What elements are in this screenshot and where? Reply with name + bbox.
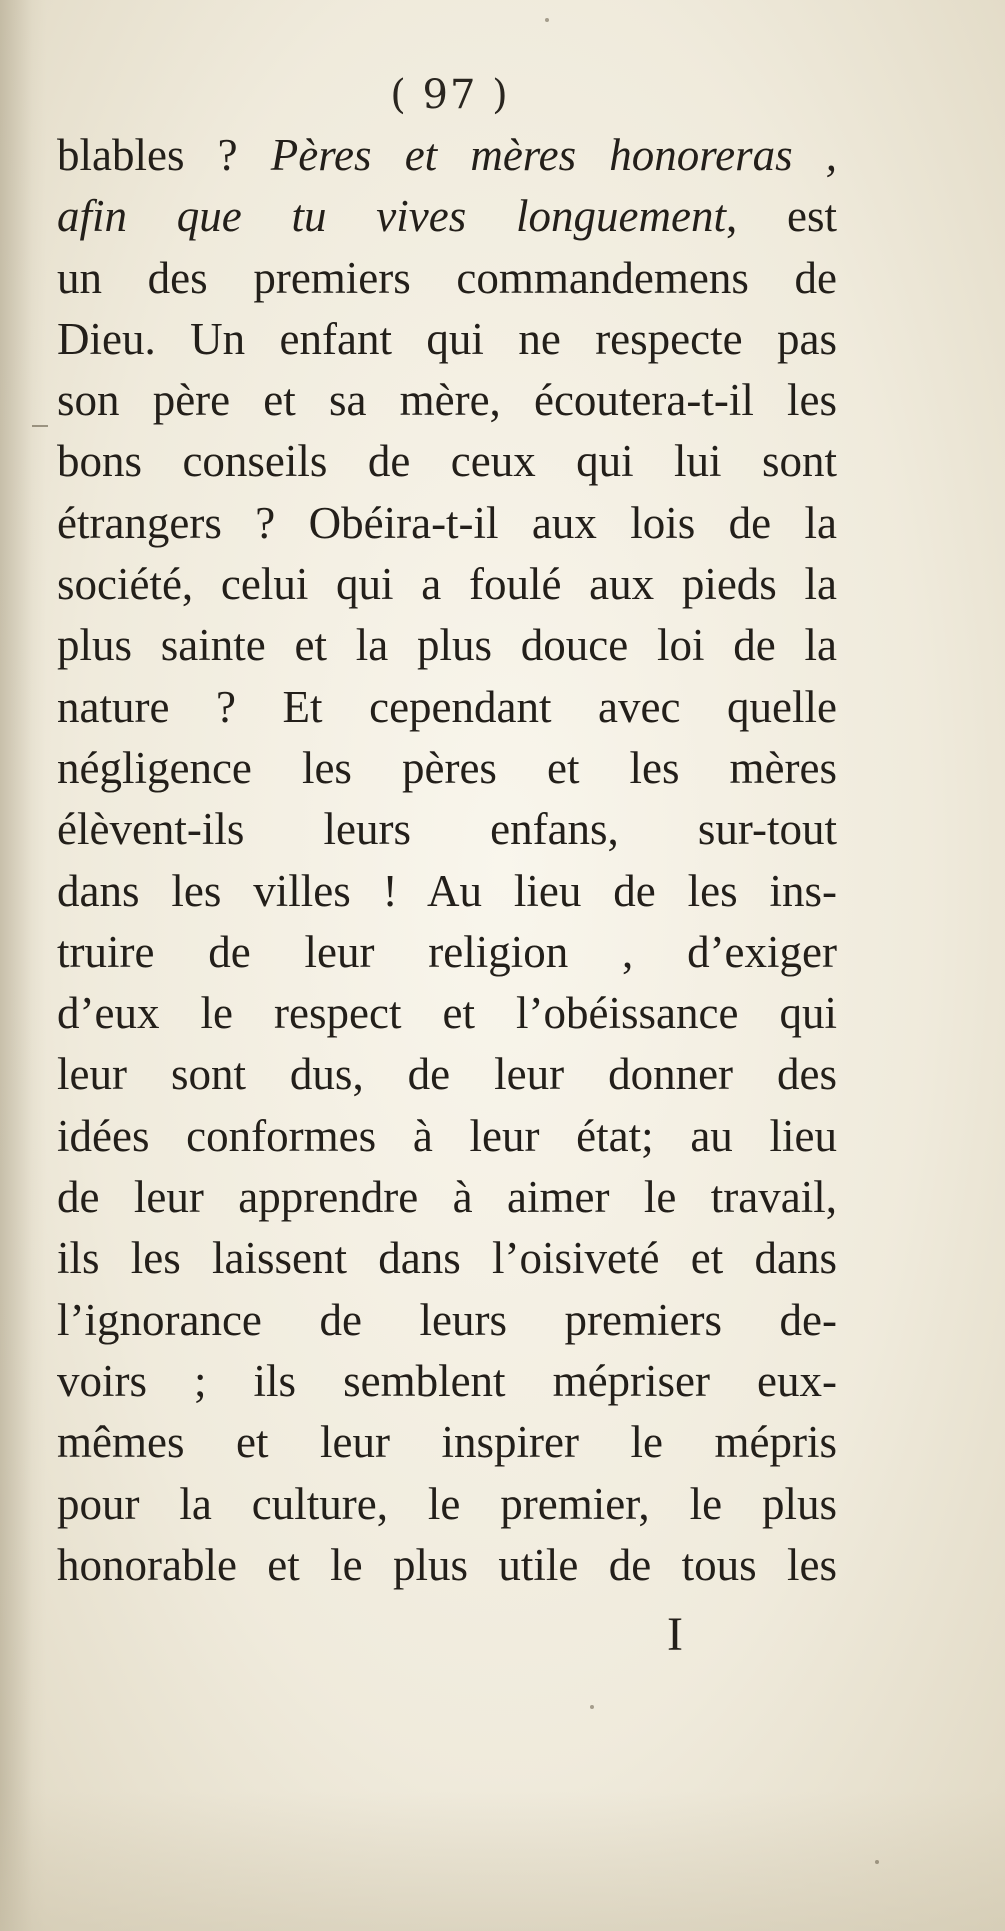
- page-number: ( 97 ): [390, 72, 510, 118]
- ink-speck: [545, 18, 549, 22]
- text-segment: élèvent-ils leurs enfans, sur-tout: [57, 804, 837, 855]
- text-line: [57, 554, 837, 615]
- text-segment: ils les laissent dans l’oisiveté et dans: [57, 1233, 837, 1284]
- ink-speck: [590, 1705, 594, 1709]
- text-segment: étrangers ? Obéira-t-il aux lois de la: [57, 497, 837, 548]
- text-segment: d’eux le respect et l’obéissance qui: [57, 988, 837, 1039]
- text-line: [57, 1228, 837, 1289]
- text-segment: idées conformes à leur état; au lieu: [57, 1110, 837, 1161]
- text-segment: un des premiers commandemens de: [57, 252, 837, 303]
- body-text: [57, 125, 837, 1596]
- text-line: [57, 922, 837, 983]
- italic-text-segment: afin que tu vives longuement: [57, 191, 726, 242]
- signature-mark: I: [667, 1608, 683, 1661]
- text-line: [57, 125, 837, 186]
- text-segment: de leur apprendre à aimer le travail,: [57, 1172, 837, 1223]
- text-segment: société, celui qui a foulé aux pieds la: [57, 559, 837, 610]
- text-segment: plus sainte et la plus douce loi de la: [57, 620, 837, 671]
- text-segment: leur sont dus, de leur donner des: [57, 1049, 837, 1100]
- text-line: [57, 370, 837, 431]
- text-line: [57, 1290, 837, 1351]
- text-segment: dans les villes ! Au lieu de les ins-: [57, 865, 837, 916]
- text-segment: , est: [725, 191, 837, 242]
- text-line: [57, 1167, 837, 1228]
- text-segment: Dieu. Un enfant qui ne respecte pas: [57, 313, 837, 364]
- text-segment: honorable et le plus utile de tous les: [57, 1539, 837, 1590]
- text-line: [57, 983, 837, 1044]
- text-line: [57, 1044, 837, 1105]
- page-edge-shadow: [0, 1791, 1005, 1931]
- text-segment: mêmes et leur inspirer le mépris: [57, 1417, 837, 1468]
- text-line: [57, 861, 837, 922]
- text-line: [57, 738, 837, 799]
- text-segment: son père et sa mère, écoutera-t-il les: [57, 375, 837, 426]
- text-line: [57, 615, 837, 676]
- italic-text-segment: Pères et mères honoreras ,: [270, 130, 838, 180]
- text-segment: bons conseils de ceux qui lui sont: [57, 436, 837, 487]
- margin-mark: [32, 425, 48, 427]
- text-line: [57, 799, 837, 860]
- text-segment: nature ? Et cependant avec quelle: [57, 681, 837, 732]
- text-line: [57, 431, 837, 492]
- text-line: [57, 309, 837, 370]
- text-line: [57, 1535, 837, 1596]
- text-line: [57, 1106, 837, 1167]
- text-line: [57, 1474, 837, 1535]
- gutter-shadow: [0, 0, 46, 1931]
- text-line: [57, 248, 837, 309]
- text-line: [57, 677, 837, 738]
- text-segment: voirs ; ils semblent mépriser eux-: [57, 1355, 837, 1406]
- text-line: [57, 1351, 837, 1412]
- text-line: [57, 493, 837, 554]
- text-segment: l’ignorance de leurs premiers de-: [57, 1294, 837, 1345]
- text-line: [57, 186, 837, 247]
- text-segment: blables ?: [57, 130, 271, 180]
- text-segment: truire de leur religion , d’exiger: [57, 926, 837, 977]
- text-segment: pour la culture, le premier, le plus: [57, 1478, 837, 1529]
- ink-speck: [875, 1860, 879, 1864]
- text-segment: négligence les pères et les mères: [57, 742, 837, 793]
- text-line: [57, 1412, 837, 1473]
